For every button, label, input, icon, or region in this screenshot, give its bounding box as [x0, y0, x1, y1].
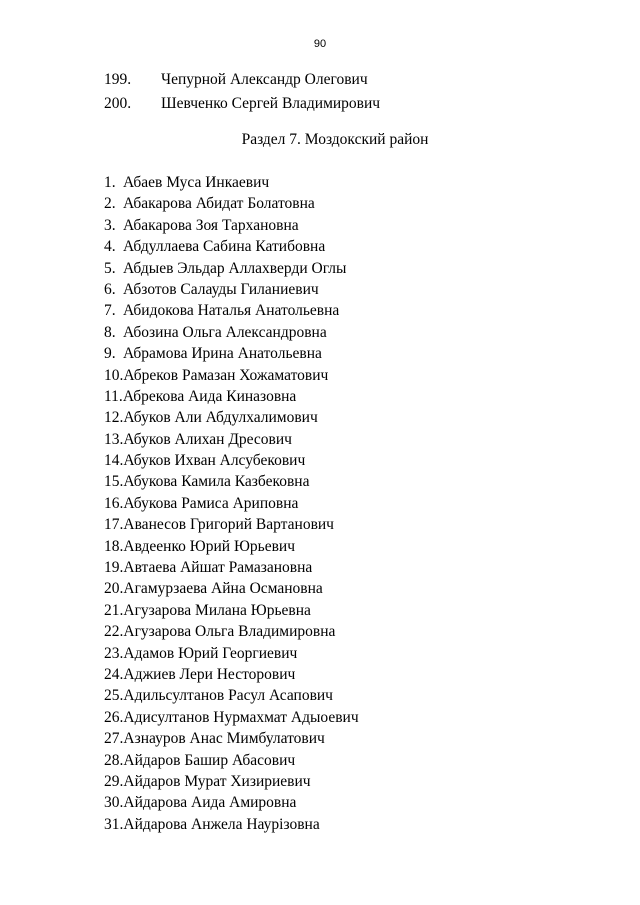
list-item-name: Абреков Рамазан Хожаматович: [123, 366, 329, 384]
list-item-number: 5.: [104, 259, 116, 277]
list-item-number: 3.: [104, 216, 116, 234]
list-item-name: Автаева Айшат Рамазановна: [123, 559, 313, 577]
list-item: [104, 793, 359, 814]
list-item-name: Абзотов Салауды Гиланиевич: [123, 280, 319, 298]
list-item-name: Абуков Ихван Алсубекович: [123, 452, 306, 470]
list-item-name: Абозина Ольга Александровна: [123, 323, 327, 341]
list-item: [104, 237, 359, 258]
list-item-number: 11.: [104, 387, 123, 405]
list-item-name: Абрекова Аида Киназовна: [122, 387, 297, 405]
list-item: [104, 194, 359, 215]
list-item-number: 28.: [104, 751, 124, 769]
list-item-number: 200.: [104, 95, 132, 112]
list-item-name: Чепурной Александр Олегович: [161, 71, 368, 88]
list-item-number: 31.: [104, 815, 124, 833]
list-item-number: 13.: [104, 430, 124, 448]
list-item: [104, 430, 359, 451]
list-item-number: 20.: [104, 580, 124, 598]
list-item-number: 8.: [104, 323, 116, 341]
list-item: [104, 323, 359, 344]
list-item: [104, 558, 359, 579]
list-item: [104, 301, 359, 322]
list-item: [104, 815, 359, 836]
list-item-number: 2.: [104, 195, 116, 213]
list-item-name: Абакарова Абидат Болатовна: [123, 195, 315, 213]
list-item-name: Айдарова Анжела Наурізовна: [123, 815, 320, 833]
list-item: [104, 216, 359, 237]
list-item: [104, 451, 359, 472]
list-item-number: 26.: [104, 708, 124, 726]
list-item-number: 24.: [104, 665, 124, 683]
list-item-name: Агамурзаева Айна Османовна: [123, 580, 323, 598]
list-item-number: 15.: [104, 473, 124, 491]
list-item-name: Абуков Али Абдулхалимович: [123, 409, 318, 427]
list-item-name: Адамов Юрий Георгиевич: [123, 644, 298, 662]
list-item: [104, 70, 380, 94]
list-item: [104, 259, 359, 280]
list-item-name: Авдеенко Юрий Юрьевич: [123, 537, 295, 555]
list-item: [104, 601, 359, 622]
list-item: [104, 537, 359, 558]
list-item-number: 21.: [104, 601, 124, 619]
list-item-name: Айдаров Мурат Хизириевич: [123, 772, 311, 790]
list-item: [104, 472, 359, 493]
list-item: [104, 665, 359, 686]
section-title: Раздел 7. Моздокский район: [241, 131, 429, 148]
list-item: [104, 686, 359, 707]
list-item-number: 25.: [104, 687, 124, 705]
list-item-name: Агузарова Ольга Владимировна: [123, 623, 336, 641]
list-item: [104, 94, 380, 118]
list-item-number: 12.: [104, 409, 124, 427]
list-item-name: Абукова Камила Казбековна: [123, 473, 310, 491]
list-item: [104, 751, 359, 772]
list-item-number: 1.: [104, 174, 116, 191]
list-item: [104, 772, 359, 793]
list-item: [104, 729, 359, 750]
list-item-name: Абуков Алихан Дресович: [123, 430, 292, 448]
list-item-number: 29.: [104, 772, 124, 790]
list-item-number: 7.: [104, 302, 116, 320]
list-item: [104, 622, 359, 643]
list-item-number: 10.: [104, 366, 124, 384]
page-number: 90: [313, 38, 327, 50]
list-item: [104, 515, 359, 536]
list-item-name: Айдаров Башир Абасович: [123, 751, 296, 769]
list-item: [104, 173, 359, 194]
list-item-name: Аванесов Григорий Вартанович: [123, 516, 334, 534]
list-item: [104, 387, 359, 408]
list-item-number: 18.: [104, 537, 124, 555]
list-item-number: 17.: [104, 516, 124, 534]
list-item-number: 4.: [104, 238, 116, 256]
list-item-number: 19.: [104, 559, 124, 577]
list-item-name: Адисултанов Нурмахмат Адыоевич: [123, 708, 359, 726]
list-item: [104, 708, 359, 729]
list-item-name: Абидокова Наталья Анатольевна: [123, 302, 340, 320]
list-item-number: 16.: [104, 494, 124, 512]
list-item: [104, 579, 359, 600]
list-item-number: 9.: [104, 345, 116, 363]
list-item-number: 23.: [104, 644, 124, 662]
list-item-name: Абдуллаева Сабина Катибовна: [123, 238, 326, 256]
list-item-name: Абдыев Эльдар Аллахверди Оглы: [123, 259, 347, 277]
list-item-number: 27.: [104, 730, 124, 748]
list-item-number: 6.: [104, 280, 116, 298]
list-item-name: Азнауров Анас Мимбулатович: [123, 730, 325, 748]
top-entry-list: [104, 70, 380, 118]
list-item: [104, 408, 359, 429]
list-item: [104, 644, 359, 665]
list-item-number: 199.: [104, 71, 132, 88]
list-item-name: Айдарова Аида Амировна: [123, 794, 297, 812]
list-item-name: Аджиев Лери Несторович: [123, 665, 296, 683]
list-item: [104, 494, 359, 515]
list-item-name: Абаев Муса Инкаевич: [123, 174, 270, 191]
list-item-number: 22.: [104, 623, 124, 641]
entry-list: [104, 173, 359, 836]
list-item: [104, 344, 359, 365]
list-item-number: 14.: [104, 452, 124, 470]
list-item-name: Абакарова Зоя Тархановна: [123, 216, 299, 234]
list-item-name: Абукова Рамиса Ариповна: [123, 494, 299, 512]
list-item-name: Абрамова Ирина Анатольевна: [123, 345, 322, 363]
list-item-number: 30.: [104, 794, 124, 812]
list-item-name: Шевченко Сергей Владимирович: [161, 95, 381, 112]
list-item-name: Агузарова Милана Юрьевна: [123, 601, 311, 619]
list-item-name: Адильсултанов Расул Асапович: [123, 687, 333, 705]
list-item: [104, 280, 359, 301]
list-item: [104, 366, 359, 387]
